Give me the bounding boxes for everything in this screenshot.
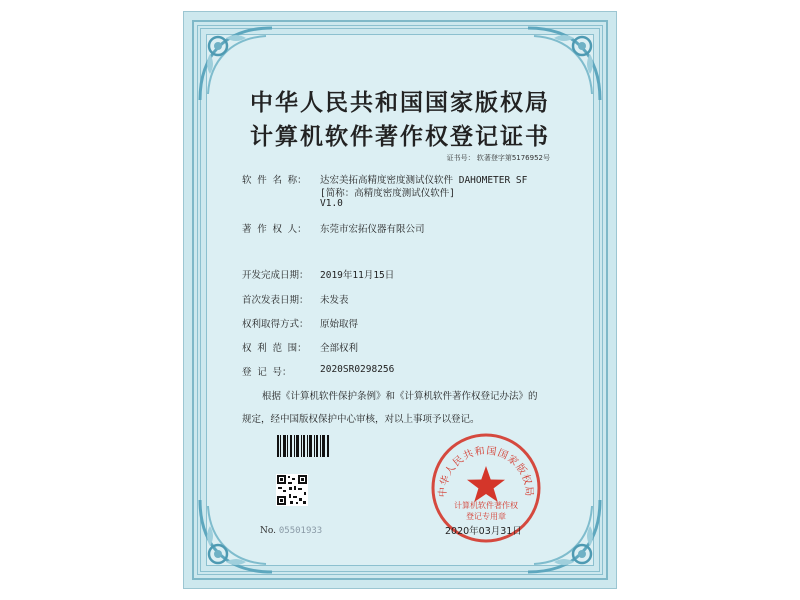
barcode-icon xyxy=(277,435,329,457)
software-name-line-1: 达宏美拓高精度密度测试仪软件 DAHOMETER SF xyxy=(320,175,528,186)
software-name-line-2: [简称：高精度密度测试仪软件] xyxy=(320,188,455,199)
field-label: 权 利 范 围： xyxy=(242,343,307,354)
serial-value: 05501933 xyxy=(278,526,323,536)
field-value: 东莞市宏拓仪器有限公司 xyxy=(320,224,425,235)
field-label: 著 作 权 人： xyxy=(242,224,307,235)
field-owner xyxy=(242,221,425,235)
corner-ornament-icon xyxy=(196,496,276,576)
certificate-number: 证书号： 软著登字第5176952号 xyxy=(446,154,550,162)
field-value: 原始取得 xyxy=(320,319,359,330)
field-reg-no xyxy=(242,364,395,378)
field-software-name xyxy=(242,172,528,186)
issue-date: 2020年03月31日 xyxy=(445,526,522,537)
field-scope xyxy=(242,340,359,354)
field-label: 软 件 名 称： xyxy=(242,175,307,186)
field-first-publish xyxy=(242,292,349,306)
field-label: 权利取得方式： xyxy=(242,319,309,330)
statement-line-2: 规定，经中国版权保护中心审核，对以上事项予以登记。 xyxy=(242,414,480,425)
field-label: 开发完成日期： xyxy=(242,270,309,281)
field-value: 未发表 xyxy=(320,295,349,306)
seal-line-1: 计算机软件著作权 xyxy=(454,501,518,510)
statement-line-1: 根据《计算机软件保护条例》和《计算机软件著作权登记办法》的 xyxy=(262,391,538,402)
issuer-title: 中华人民共和国国家版权局 xyxy=(250,89,550,116)
seal-ring-text: 中华人民共和国国家版权局 xyxy=(437,445,535,498)
field-label: 登 记 号： xyxy=(242,367,292,378)
serial-number xyxy=(260,526,322,536)
field-value: 全部权利 xyxy=(320,343,359,354)
certificate xyxy=(183,11,617,589)
field-completion-date xyxy=(242,267,395,281)
field-value: 2020SR0298256 xyxy=(320,364,395,375)
qr-code-icon xyxy=(276,474,308,506)
field-label: 首次发表日期： xyxy=(242,295,309,306)
field-value: 2019年11月15日 xyxy=(320,270,395,281)
software-name-line-3: V1.0 xyxy=(320,198,343,209)
serial-prefix: No. xyxy=(260,526,276,536)
seal-line-2: 登记专用章 xyxy=(466,512,506,521)
field-acquire-method xyxy=(242,316,359,330)
certificate-title: 计算机软件著作权登记证书 xyxy=(250,123,550,150)
